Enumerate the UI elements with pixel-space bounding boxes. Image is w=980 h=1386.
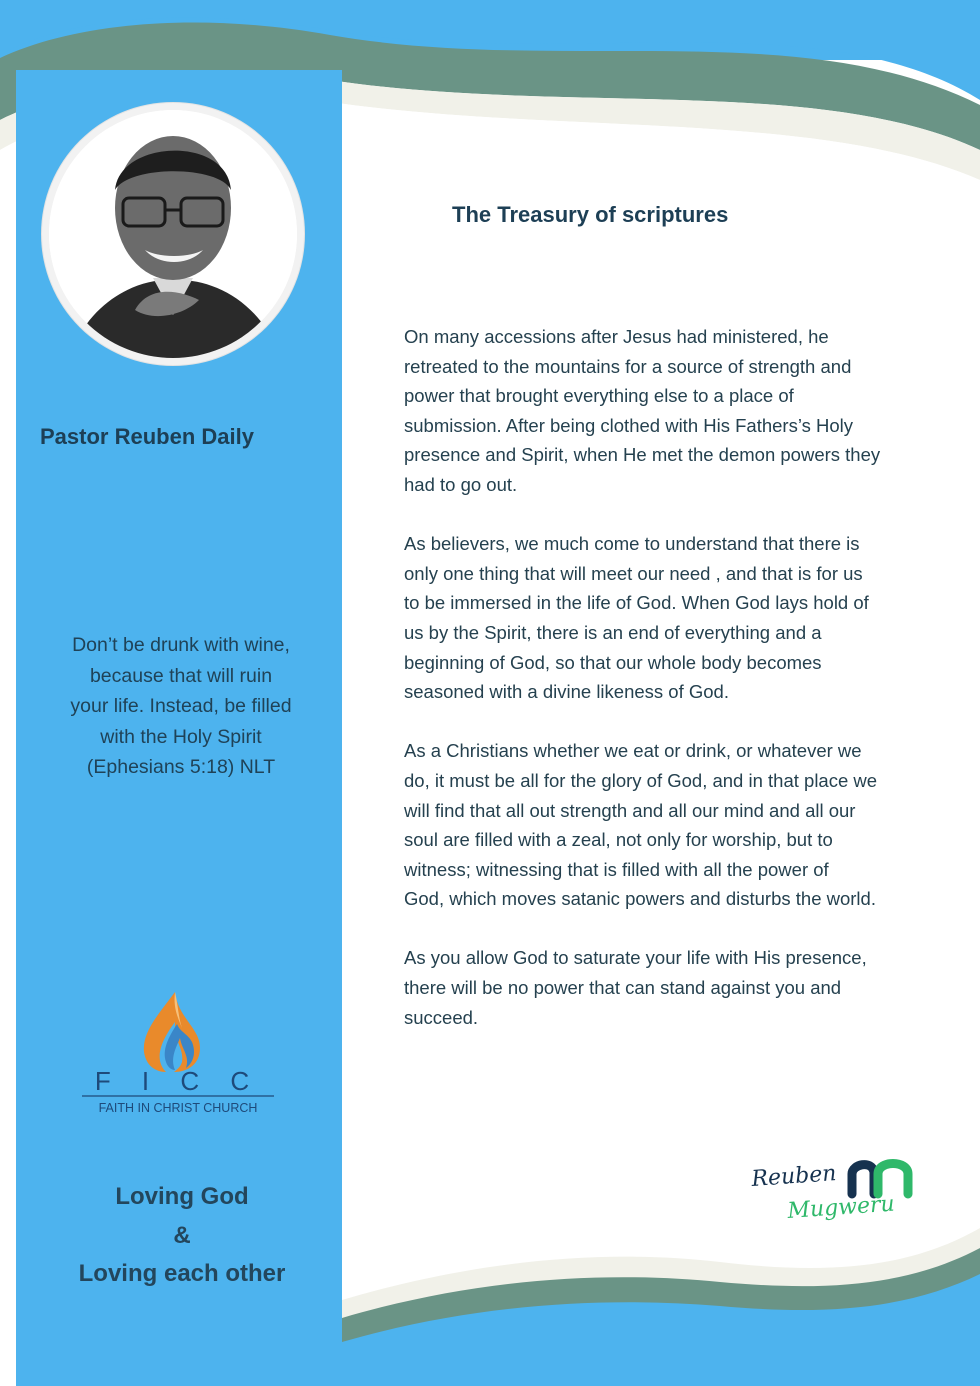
logo-letters: F I C C xyxy=(94,1066,262,1096)
church-motto: Loving God & Loving each other xyxy=(78,1183,286,1287)
article-body xyxy=(404,322,948,1062)
portrait-illustration xyxy=(49,110,297,358)
scripture-verse: Don’t be drunk with wine, because that will ruin your life. Instead, be filled with the Holy Spirit (Ephesians 5:18) NLT xyxy=(70,634,292,778)
author-signature-logo xyxy=(748,1152,918,1234)
article-paragraph: As a Christians whether we eat or drink, or whatever we do, it must be all for the glory of God, and in that place we will find that all out strength and all our mind and all our soul are filled with a zeal, not only for worship, but to witness; witnessing that is filled with all the power of God, which moves satanic powers and disturbs the world. xyxy=(404,740,878,910)
flame-icon xyxy=(144,992,200,1072)
ficc-logo xyxy=(78,990,278,1120)
monogram-icon xyxy=(852,1164,908,1195)
article-paragraph: As believers, we much come to understand that there is only one thing that will meet our need , and that is for us to be immersed in the life of God. When God lays hold of us by the Spirit, there is an end of everything and a beginning of God, so that our whole body becomes seasoned with a divine likeness of God. xyxy=(404,533,869,703)
pastor-name: Pastor Reuben Daily xyxy=(40,424,254,449)
signature-first-name: Reuben xyxy=(750,1161,838,1192)
page-title: The Treasury of scriptures xyxy=(452,202,729,227)
portrait-photo xyxy=(49,110,297,358)
signature-last-name: Mugweru xyxy=(786,1191,896,1224)
article-paragraph: As you allow God to saturate your life with His presence, there will be no power that can stand against you and succeed. xyxy=(404,947,867,1028)
logo-church-name: FAITH IN CHRIST CHURCH xyxy=(98,1101,258,1115)
article-paragraph: On many accessions after Jesus had ministered, he retreated to the mountains for a source of strength and power that brought everything else to a place of submission. After being clothed with His Fathers’s Holy presence and Spirit, when He met the demon powers they had to go out. xyxy=(404,326,881,495)
